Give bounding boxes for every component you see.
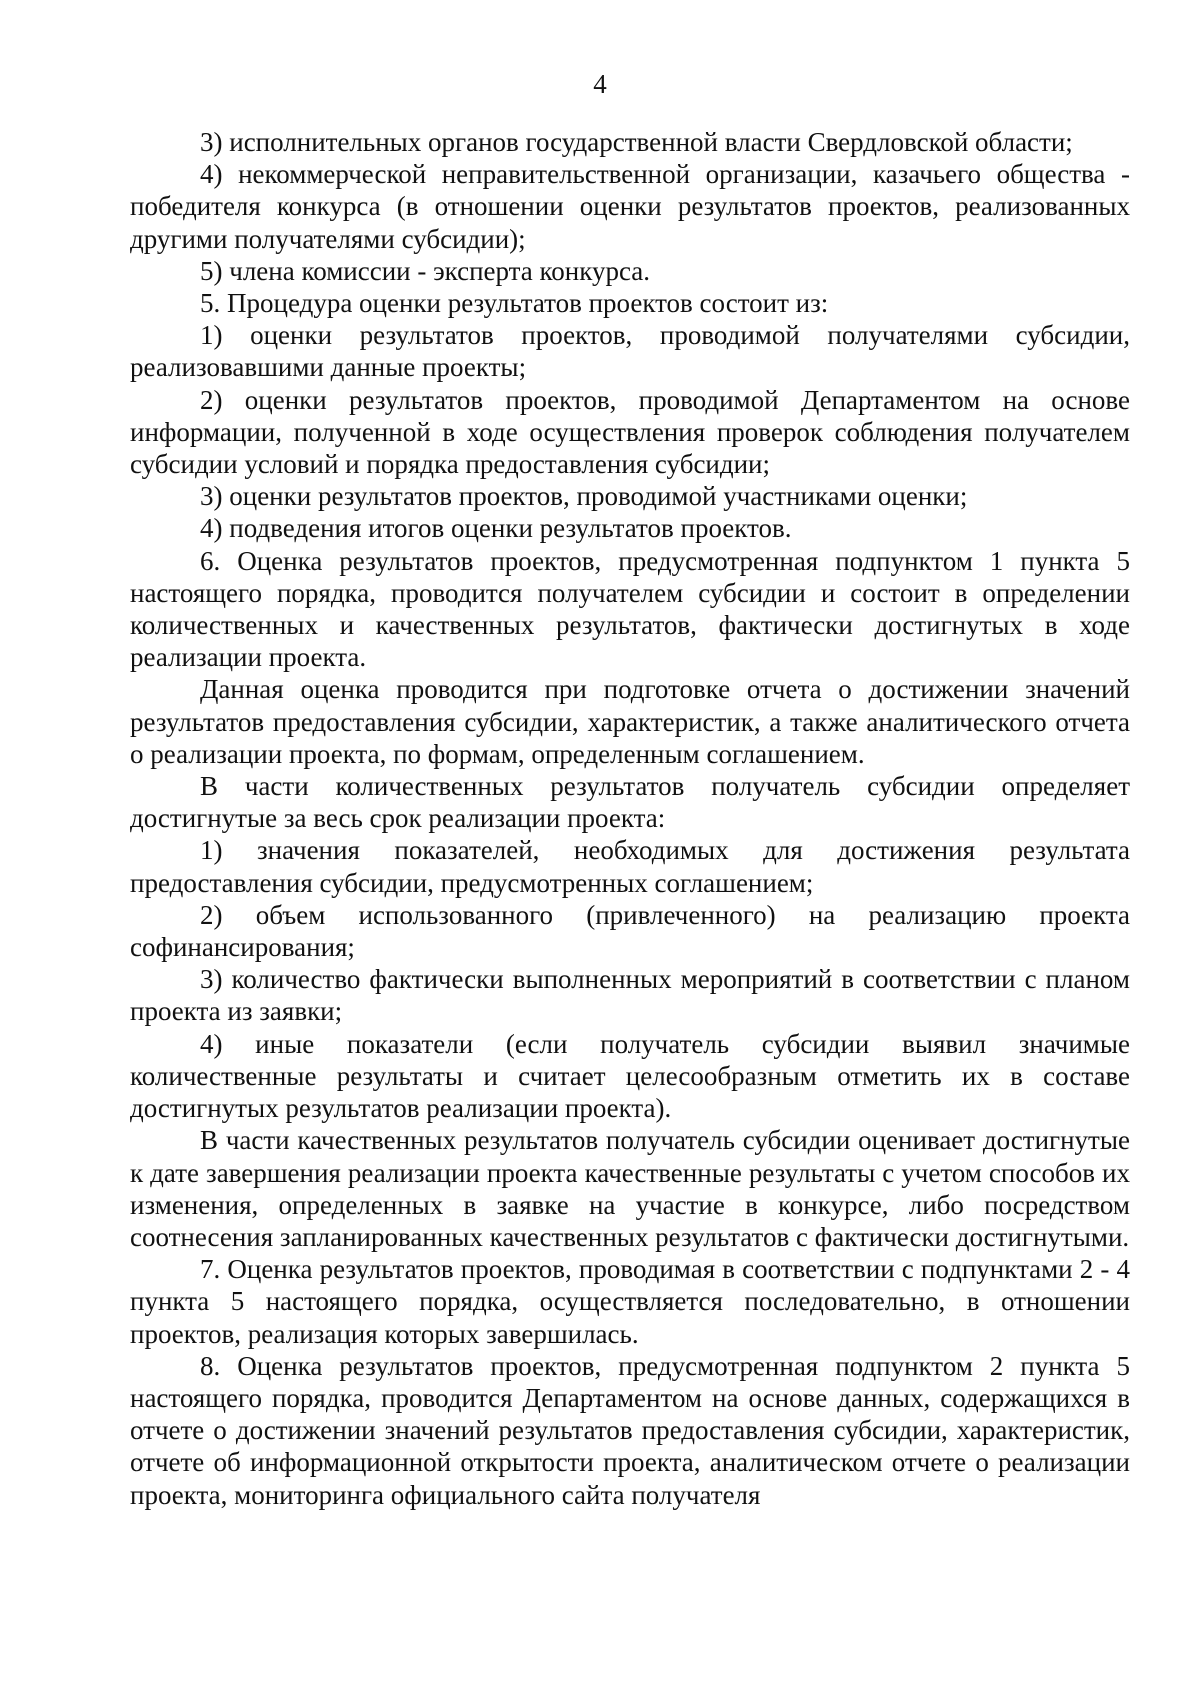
paragraph: 4) некоммерческой неправительственной организации, казачьего общества - победителя конкурса (в отношении оценки результатов проектов, реализованных другими получателями субсидии);	[130, 159, 1130, 254]
paragraph: 4) иные показатели (если получатель субсидии выявил значимые количественные результаты и считает целесообразным отметить их в составе достигнутых результатов реализации проекта).	[130, 1028, 1130, 1124]
paragraph: В части качественных результатов получатель субсидии оценивает достигнутые к дате завершения реализации проекта качественные результаты с учетом способов их изменения, определенных в заявке на участие в конкурсе, либо посредством соотнесения запланированных качественных результатов с фактически достигнутыми.	[130, 1125, 1130, 1252]
paragraph: 6. Оценка результатов проектов, предусмотренная подпунктом 1 пункта 5 настоящего порядка, проводится получателем субсидии и состоит в определении количественных и качественных результатов, фактически достигнутых в ходе реализации проекта.	[130, 545, 1130, 673]
paragraph: 1) оценки результатов проектов, проводимой получателями субсидии, реализовавшими данные проекты;	[130, 320, 1130, 383]
document-body	[130, 126, 1130, 1511]
paragraph: 3) оценки результатов проектов, проводимой участниками оценки;	[200, 481, 968, 512]
paragraph: 7. Оценка результатов проектов, проводимая в соответствии с подпунктами 2 - 4 пункта 5 настоящего порядка, осуществляется последовательно, в отношении проектов, реализация которых завершилась.	[130, 1254, 1130, 1349]
paragraph: В части количественных результатов получатель субсидии определяет достигнутые за весь срок реализации проекта:	[130, 771, 1130, 834]
paragraph: 5) члена комиссии - эксперта конкурса.	[200, 255, 651, 286]
paragraph: 2) оценки результатов проектов, проводимой Департаментом на основе информации, полученной в ходе осуществления проверок соблюдения получателем субсидии условий и порядка предоставления субсидии;	[130, 384, 1130, 480]
paragraph: 5. Процедура оценки результатов проектов состоит из:	[200, 288, 829, 319]
page-number: 4	[593, 69, 607, 99]
paragraph: 3) количество фактически выполненных мероприятий в соответствии с планом проекта из заявки;	[130, 964, 1130, 1027]
paragraph: 4) подведения итогов оценки результатов проектов.	[200, 513, 792, 544]
paragraph: 1) значения показателей, необходимых для достижения результата предоставления субсидии, предусмотренных соглашением;	[130, 835, 1130, 898]
paragraph: 3) исполнительных органов государственной власти Свердловской области;	[200, 127, 1073, 157]
paragraph: 2) объем использованного (привлеченного) на реализацию проекта софинансирования;	[130, 899, 1130, 963]
paragraph: Данная оценка проводится при подготовке отчета о достижении значений результатов предоставления субсидии, характеристик, а также аналитического отчета о реализации проекта, по формам, определенным соглашением.	[130, 674, 1130, 769]
paragraph: 8. Оценка результатов проектов, предусмотренная подпунктом 2 пункта 5 настоящего порядка, проводится Департаментом на основе данных, содержащихся в отчете о достижении значений результатов предоставления субсидии, характеристик, отчете об информационной открытости проекта, аналитическом отчете о реализации проекта, мониторинга официального сайта получателя	[130, 1350, 1130, 1510]
